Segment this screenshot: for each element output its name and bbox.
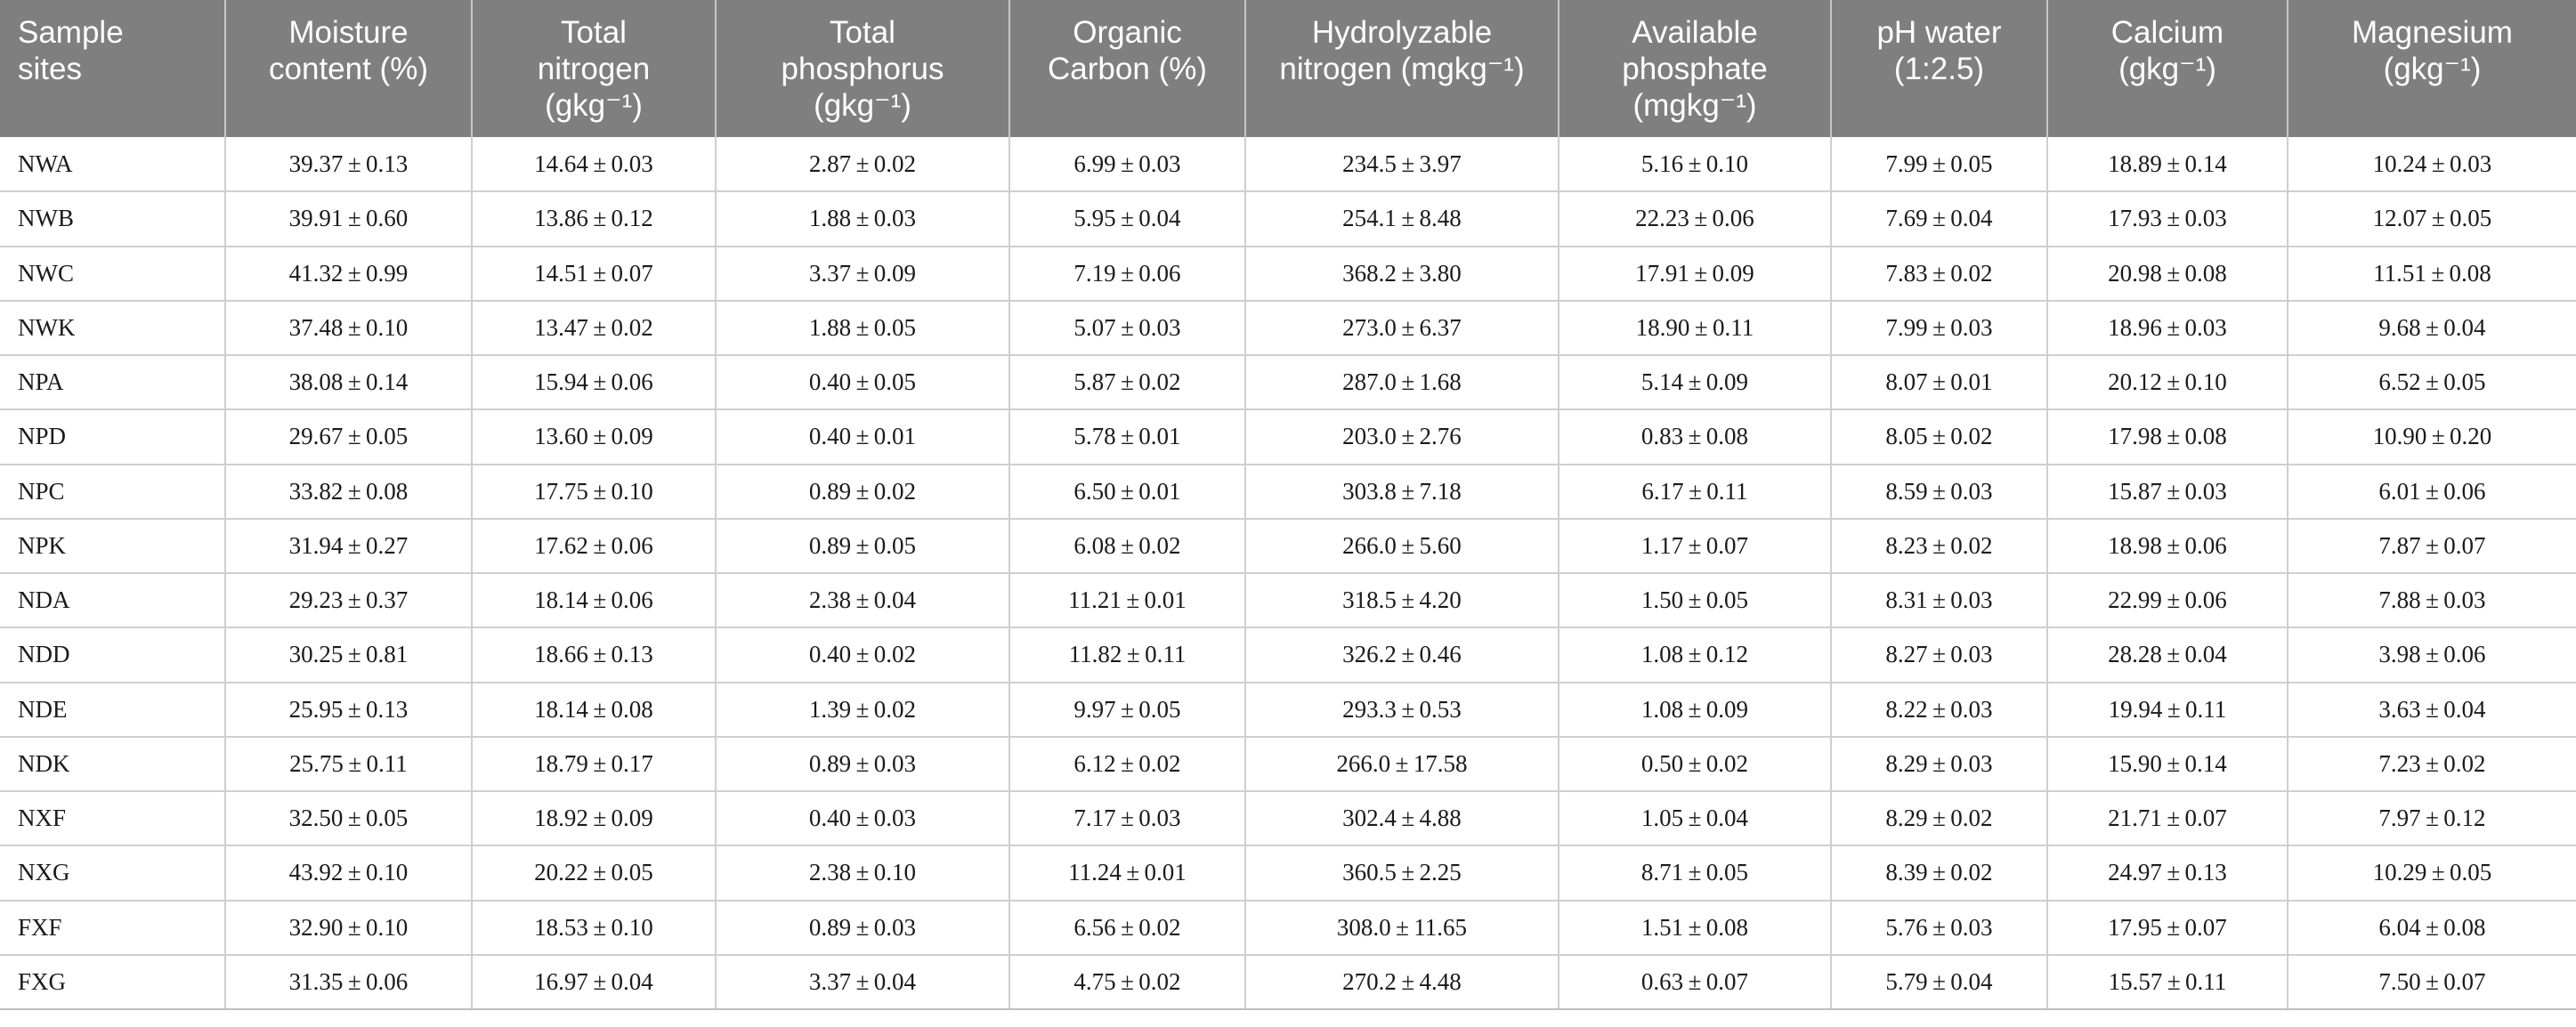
table-cell: 8.05 ± 0.02 [1831, 409, 2047, 464]
table-cell: 303.8 ± 7.18 [1245, 465, 1559, 519]
sample-site-cell: NXF [0, 791, 225, 845]
table-cell: 6.04 ± 0.08 [2288, 901, 2576, 955]
table-cell: 18.79 ± 0.17 [472, 737, 716, 791]
table-cell: 266.0 ± 5.60 [1245, 519, 1559, 573]
table-cell: 3.37 ± 0.09 [716, 247, 1009, 301]
sample-site-cell: NDD [0, 627, 225, 682]
table-cell: 43.92 ± 0.10 [225, 845, 472, 900]
table-cell: 18.98 ± 0.06 [2047, 519, 2288, 573]
column-header-line: Moisture [288, 15, 409, 50]
table-cell: 302.4 ± 4.88 [1245, 791, 1559, 845]
table-row [0, 791, 2576, 845]
table-row [0, 355, 2576, 409]
table-cell: 32.90 ± 0.10 [225, 901, 472, 955]
sample-site-cell: NWK [0, 301, 225, 355]
table-cell: 25.95 ± 0.13 [225, 683, 472, 737]
column-header-line: nitrogen (mgkg⁻¹) [1279, 52, 1525, 86]
table-cell: 308.0 ± 11.65 [1245, 901, 1559, 955]
table-cell: 273.0 ± 6.37 [1245, 301, 1559, 355]
table-cell: 29.67 ± 0.05 [225, 409, 472, 464]
table-cell: 0.83 ± 0.08 [1559, 409, 1831, 464]
table-cell: 11.82 ± 0.11 [1009, 627, 1245, 682]
table-cell: 7.87 ± 0.07 [2288, 519, 2576, 573]
table-row [0, 191, 2576, 246]
table-cell: 17.62 ± 0.06 [472, 519, 716, 573]
column-header-line: (1:2.5) [1893, 52, 1985, 86]
table-cell: 10.90 ± 0.20 [2288, 409, 2576, 464]
table-cell: 8.23 ± 0.02 [1831, 519, 2047, 573]
table-cell: 0.40 ± 0.03 [716, 791, 1009, 845]
column-header-line: phosphate [1622, 52, 1768, 86]
table-cell: 7.97 ± 0.12 [2288, 791, 2576, 845]
column-header [2047, 0, 2288, 137]
table-cell: 7.83 ± 0.02 [1831, 247, 2047, 301]
table-cell: 7.17 ± 0.03 [1009, 791, 1245, 845]
table-row [0, 901, 2576, 955]
table-cell: 20.98 ± 0.08 [2047, 247, 2288, 301]
column-header [1559, 0, 1831, 137]
column-header [1009, 0, 1245, 137]
table-cell: 6.99 ± 0.03 [1009, 137, 1245, 191]
table-cell: 13.86 ± 0.12 [472, 191, 716, 246]
column-header [225, 0, 472, 137]
sample-site-cell: NWA [0, 137, 225, 191]
table-cell: 318.5 ± 4.20 [1245, 573, 1559, 627]
table-cell: 18.14 ± 0.06 [472, 573, 716, 627]
table-row [0, 247, 2576, 301]
column-header-line: (gkg⁻¹) [814, 88, 911, 123]
table-cell: 15.94 ± 0.06 [472, 355, 716, 409]
table-cell: 6.56 ± 0.02 [1009, 901, 1245, 955]
table-cell: 39.37 ± 0.13 [225, 137, 472, 191]
table-cell: 234.5 ± 3.97 [1245, 137, 1559, 191]
sample-site-cell: NDK [0, 737, 225, 791]
table-cell: 28.28 ± 0.04 [2047, 627, 2288, 682]
table-cell: 18.53 ± 0.10 [472, 901, 716, 955]
table-cell: 3.37 ± 0.04 [716, 955, 1009, 1009]
table-cell: 7.23 ± 0.02 [2288, 737, 2576, 791]
table-cell: 18.66 ± 0.13 [472, 627, 716, 682]
table-cell: 17.75 ± 0.10 [472, 465, 716, 519]
table-cell: 1.08 ± 0.09 [1559, 683, 1831, 737]
sample-site-cell: NDE [0, 683, 225, 737]
table-cell: 20.22 ± 0.05 [472, 845, 716, 900]
table-cell: 0.63 ± 0.07 [1559, 955, 1831, 1009]
table-cell: 11.24 ± 0.01 [1009, 845, 1245, 900]
table-cell: 0.40 ± 0.02 [716, 627, 1009, 682]
table-cell: 15.87 ± 0.03 [2047, 465, 2288, 519]
table-cell: 0.40 ± 0.01 [716, 409, 1009, 464]
column-header-line: phosphorus [781, 52, 944, 86]
table-cell: 8.07 ± 0.01 [1831, 355, 2047, 409]
table-row [0, 955, 2576, 1009]
table-cell: 6.08 ± 0.02 [1009, 519, 1245, 573]
table-row [0, 137, 2576, 191]
table-cell: 11.21 ± 0.01 [1009, 573, 1245, 627]
column-header-line: (gkg⁻¹) [545, 88, 643, 123]
table-cell: 18.90 ± 0.11 [1559, 301, 1831, 355]
table-cell: 1.50 ± 0.05 [1559, 573, 1831, 627]
table-cell: 14.64 ± 0.03 [472, 137, 716, 191]
table-cell: 3.63 ± 0.04 [2288, 683, 2576, 737]
table-cell: 6.50 ± 0.01 [1009, 465, 1245, 519]
table-cell: 0.89 ± 0.03 [716, 901, 1009, 955]
table-row [0, 627, 2576, 682]
table-cell: 6.01 ± 0.06 [2288, 465, 2576, 519]
column-header [2288, 0, 2576, 137]
sample-site-cell: NPK [0, 519, 225, 573]
table-cell: 7.99 ± 0.05 [1831, 137, 2047, 191]
table-cell: 17.95 ± 0.07 [2047, 901, 2288, 955]
table-cell: 7.69 ± 0.04 [1831, 191, 2047, 246]
table-cell: 5.14 ± 0.09 [1559, 355, 1831, 409]
column-header-line: Total [561, 15, 627, 50]
table-cell: 41.32 ± 0.99 [225, 247, 472, 301]
table-cell: 15.57 ± 0.11 [2047, 955, 2288, 1009]
column-header [0, 0, 225, 137]
table-cell: 0.89 ± 0.03 [716, 737, 1009, 791]
table-row [0, 519, 2576, 573]
table-row [0, 845, 2576, 900]
table-cell: 17.98 ± 0.08 [2047, 409, 2288, 464]
table-cell: 0.40 ± 0.05 [716, 355, 1009, 409]
table-cell: 18.96 ± 0.03 [2047, 301, 2288, 355]
table-cell: 1.05 ± 0.04 [1559, 791, 1831, 845]
table-cell: 6.12 ± 0.02 [1009, 737, 1245, 791]
column-header [716, 0, 1009, 137]
table-cell: 31.35 ± 0.06 [225, 955, 472, 1009]
sample-site-cell: NPD [0, 409, 225, 464]
column-header-line: pH water [1876, 15, 2002, 50]
sample-site-cell: NXG [0, 845, 225, 900]
table-cell: 5.07 ± 0.03 [1009, 301, 1245, 355]
table-cell: 1.88 ± 0.03 [716, 191, 1009, 246]
column-header-line: Sample [18, 15, 124, 50]
sample-site-cell: NWC [0, 247, 225, 301]
table-cell: 7.50 ± 0.07 [2288, 955, 2576, 1009]
table-cell: 270.2 ± 4.48 [1245, 955, 1559, 1009]
column-header-line: (gkg⁻¹) [2383, 52, 2482, 86]
table-cell: 5.95 ± 0.04 [1009, 191, 1245, 246]
column-header-line: Carbon (%) [1048, 52, 1207, 86]
table-cell: 4.75 ± 0.02 [1009, 955, 1245, 1009]
column-header [1245, 0, 1559, 137]
table-cell: 30.25 ± 0.81 [225, 627, 472, 682]
table-cell: 2.38 ± 0.10 [716, 845, 1009, 900]
table-cell: 8.27 ± 0.03 [1831, 627, 2047, 682]
table-cell: 9.68 ± 0.04 [2288, 301, 2576, 355]
table-cell: 8.29 ± 0.03 [1831, 737, 2047, 791]
table-cell: 10.29 ± 0.05 [2288, 845, 2576, 900]
table-cell: 5.76 ± 0.03 [1831, 901, 2047, 955]
table-row [0, 301, 2576, 355]
table-cell: 5.87 ± 0.02 [1009, 355, 1245, 409]
table-cell: 360.5 ± 2.25 [1245, 845, 1559, 900]
table-cell: 203.0 ± 2.76 [1245, 409, 1559, 464]
table-cell: 15.90 ± 0.14 [2047, 737, 2288, 791]
table-cell: 31.94 ± 0.27 [225, 519, 472, 573]
table-cell: 2.87 ± 0.02 [716, 137, 1009, 191]
column-header-line: content (%) [269, 52, 428, 86]
table-cell: 1.17 ± 0.07 [1559, 519, 1831, 573]
table-cell: 368.2 ± 3.80 [1245, 247, 1559, 301]
table-cell: 1.08 ± 0.12 [1559, 627, 1831, 682]
table-body [0, 137, 2576, 1009]
table-cell: 18.89 ± 0.14 [2047, 137, 2288, 191]
table-cell: 29.23 ± 0.37 [225, 573, 472, 627]
table-cell: 8.39 ± 0.02 [1831, 845, 2047, 900]
table-cell: 14.51 ± 0.07 [472, 247, 716, 301]
sample-site-cell: NPA [0, 355, 225, 409]
table-cell: 6.17 ± 0.11 [1559, 465, 1831, 519]
table-cell: 0.89 ± 0.02 [716, 465, 1009, 519]
table-cell: 266.0 ± 17.58 [1245, 737, 1559, 791]
table-cell: 254.1 ± 8.48 [1245, 191, 1559, 246]
table-row [0, 573, 2576, 627]
column-header-line: (gkg⁻¹) [2118, 52, 2216, 86]
table-row [0, 683, 2576, 737]
table-cell: 1.39 ± 0.02 [716, 683, 1009, 737]
column-header-line: Calcium [2110, 15, 2224, 50]
sample-site-cell: FXF [0, 901, 225, 955]
table-cell: 0.89 ± 0.05 [716, 519, 1009, 573]
table-cell: 19.94 ± 0.11 [2047, 683, 2288, 737]
table-cell: 17.93 ± 0.03 [2047, 191, 2288, 246]
table-cell: 9.97 ± 0.05 [1009, 683, 1245, 737]
column-header-line: Total [830, 15, 895, 50]
table-cell: 7.88 ± 0.03 [2288, 573, 2576, 627]
table-cell: 12.07 ± 0.05 [2288, 191, 2576, 246]
table-cell: 32.50 ± 0.05 [225, 791, 472, 845]
column-header-line: sites [18, 52, 82, 86]
column-header-line: (mgkg⁻¹) [1632, 88, 1757, 123]
table-cell: 21.71 ± 0.07 [2047, 791, 2288, 845]
column-header [472, 0, 716, 137]
table-cell: 7.19 ± 0.06 [1009, 247, 1245, 301]
table-cell: 18.92 ± 0.09 [472, 791, 716, 845]
table-cell: 8.71 ± 0.05 [1559, 845, 1831, 900]
column-header-line: Magnesium [2352, 15, 2513, 50]
table-row [0, 465, 2576, 519]
column-header-line: Organic [1073, 15, 1182, 50]
table-cell: 6.52 ± 0.05 [2288, 355, 2576, 409]
table-cell: 8.22 ± 0.03 [1831, 683, 2047, 737]
table-header [0, 0, 2576, 137]
table-cell: 5.79 ± 0.04 [1831, 955, 2047, 1009]
table-cell: 22.23 ± 0.06 [1559, 191, 1831, 246]
table-cell: 38.08 ± 0.14 [225, 355, 472, 409]
sample-site-cell: NPC [0, 465, 225, 519]
column-header-line: Available [1632, 15, 1758, 50]
column-header-line: Hydrolyzable [1311, 15, 1493, 50]
table-cell: 5.78 ± 0.01 [1009, 409, 1245, 464]
table-cell: 22.99 ± 0.06 [2047, 573, 2288, 627]
table-cell: 293.3 ± 0.53 [1245, 683, 1559, 737]
table-cell: 13.47 ± 0.02 [472, 301, 716, 355]
sample-site-cell: NWB [0, 191, 225, 246]
table-row [0, 737, 2576, 791]
column-header-line: nitrogen [537, 52, 651, 86]
sample-site-cell: NDA [0, 573, 225, 627]
table-cell: 11.51 ± 0.08 [2288, 247, 2576, 301]
table-cell: 2.38 ± 0.04 [716, 573, 1009, 627]
table-cell: 18.14 ± 0.08 [472, 683, 716, 737]
table-cell: 287.0 ± 1.68 [1245, 355, 1559, 409]
table-cell: 39.91 ± 0.60 [225, 191, 472, 246]
table-cell: 8.29 ± 0.02 [1831, 791, 2047, 845]
table-cell: 1.51 ± 0.08 [1559, 901, 1831, 955]
table-cell: 16.97 ± 0.04 [472, 955, 716, 1009]
table-cell: 33.82 ± 0.08 [225, 465, 472, 519]
table-cell: 24.97 ± 0.13 [2047, 845, 2288, 900]
table-cell: 8.59 ± 0.03 [1831, 465, 2047, 519]
table-cell: 7.99 ± 0.03 [1831, 301, 2047, 355]
table-row [0, 409, 2576, 464]
column-header [1831, 0, 2047, 137]
table-cell: 0.50 ± 0.02 [1559, 737, 1831, 791]
table-cell: 17.91 ± 0.09 [1559, 247, 1831, 301]
table-cell: 20.12 ± 0.10 [2047, 355, 2288, 409]
table-cell: 8.31 ± 0.03 [1831, 573, 2047, 627]
table-cell: 1.88 ± 0.05 [716, 301, 1009, 355]
table-cell: 25.75 ± 0.11 [225, 737, 472, 791]
table-cell: 326.2 ± 0.46 [1245, 627, 1559, 682]
table-cell: 13.60 ± 0.09 [472, 409, 716, 464]
sample-site-cell: FXG [0, 955, 225, 1009]
header-row [0, 0, 2576, 137]
table-cell: 37.48 ± 0.10 [225, 301, 472, 355]
table-cell: 5.16 ± 0.10 [1559, 137, 1831, 191]
table-cell: 10.24 ± 0.03 [2288, 137, 2576, 191]
table-cell: 3.98 ± 0.06 [2288, 627, 2576, 682]
